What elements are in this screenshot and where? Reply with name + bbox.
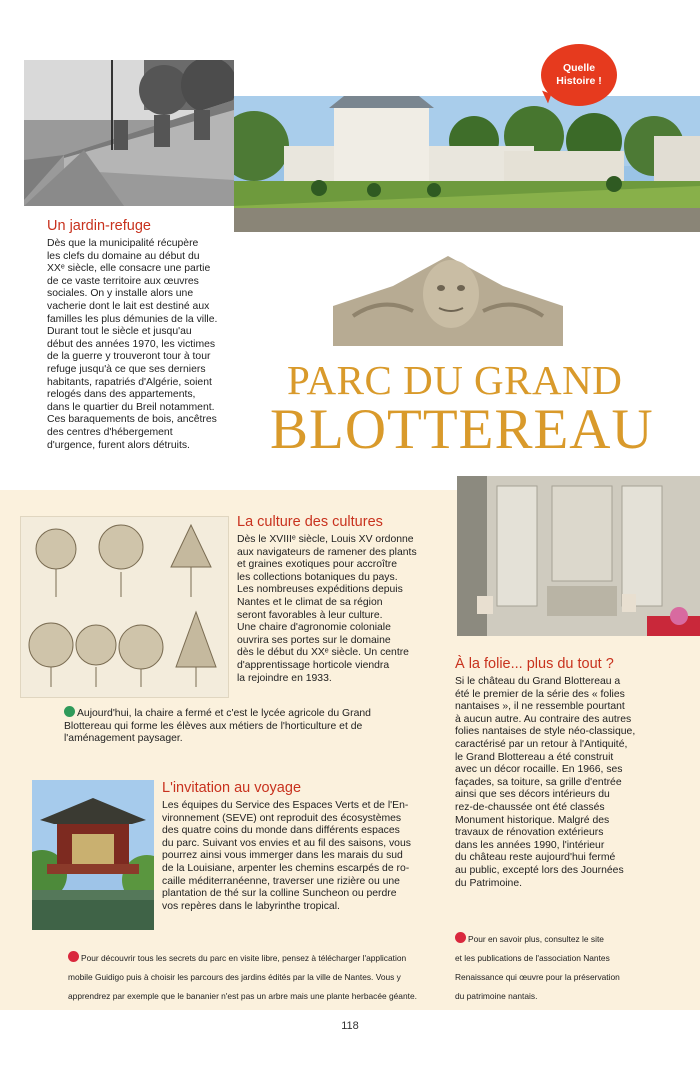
jardin-line: vacherie dont le lait est destiné aux [47, 300, 210, 312]
culture-line: Une chaire d'agronomie coloniale [237, 622, 391, 634]
quelle-histoire-badge [541, 44, 617, 106]
voyage-note [68, 943, 448, 1010]
voyage-line: de la Louisiane, arpenter les chemins escarpés de ro- [162, 862, 410, 874]
chateau-photo [234, 96, 700, 232]
jardin-line: habitants, rapatriés d'Algérie, soient [47, 376, 212, 388]
plus-circle-icon [64, 706, 75, 717]
folie-heading: À la folie... plus du tout ? [455, 656, 614, 672]
badge-line-1: Quelle [562, 62, 596, 74]
folie-line: nantaises », il ne ressemble pourtant [455, 701, 625, 713]
botanical-engraving [20, 516, 229, 698]
barracks-photo [24, 60, 234, 206]
folie-line: folies nantaises de style néo-classique, [455, 726, 636, 738]
folie-line: avec un décor rocaille. En 1966, ses [455, 764, 623, 776]
folie-line: du Patrimoine. [455, 877, 522, 889]
badge-line-2: Histoire ! [556, 75, 602, 87]
interior-photo [457, 476, 700, 636]
folie-line: le Grand Blottereau a été construit [455, 751, 614, 763]
culture-line: aux navigateurs de ramener des plants [237, 546, 417, 558]
folie-line: été le premier de la série des « folies [455, 688, 625, 700]
folie-line: du château reste aujourd'hui fermé [455, 852, 616, 864]
culture-line: Les nombreuses expéditions depuis [237, 584, 403, 596]
folie-line: travaux de rénovation extérieurs [455, 827, 604, 839]
culture-line: Dès le XVIIIᵉ siècle, Louis XV ordonne [237, 534, 414, 545]
page-number: 118 [341, 1020, 359, 1032]
voyage-line: Les équipes du Service des Espaces Verts et de l'En- [162, 800, 409, 811]
jardin-heading: Un jardin-refuge [47, 218, 151, 234]
jardin-line: Durant tout le siècle et jusqu'au [47, 326, 192, 338]
folie-note [455, 924, 695, 1010]
jardin-line: XXᵉ siècle, elle consacre une partie [47, 263, 211, 275]
culture-line: d'apprentissage horticole viendra [237, 659, 390, 671]
culture-line: et graines exotiques pour accroître [237, 559, 397, 571]
folie-note-line: Pour en savoir plus, consultez le site [468, 934, 604, 945]
jardin-line: les clefs du domaine au début du [47, 250, 200, 262]
culture-line: les collections botaniques du pays. [237, 571, 398, 583]
culture-note-line: l'aménagement paysager. [64, 733, 183, 745]
jardin-line: Dès que la municipalité récupère [47, 238, 199, 249]
culture-heading: La culture des cultures [237, 514, 383, 530]
jardin-line: de ce vaste territoire aux œuvres [47, 275, 199, 287]
jardin-line: début des années 1970, les victimes [47, 338, 216, 350]
folie-line: caractérisé par un retour à l'Antiquité, [455, 738, 628, 750]
folie-line: rez-de-chaussée ont été classés [455, 801, 605, 813]
voyage-heading: L'invitation au voyage [162, 780, 302, 796]
culture-line: ouvrira ses portes sur le domaine [237, 634, 391, 646]
jardin-line: refuge jusqu'à ce que ses derniers [47, 363, 206, 375]
play-circle-icon [455, 932, 466, 943]
voyage-line: vos repères dans le labyrinthe tropical. [162, 900, 340, 912]
voyage-line: plantation de thé sur la colline Suncheon ou perdre [162, 888, 397, 900]
folie-line: Monument historique. Malgré des [455, 814, 610, 826]
jardin-line: relogés dans des appartements, [47, 389, 196, 401]
voyage-line: des quatre coins du monde dans différents espaces [162, 825, 400, 837]
culture-line: dès le début du XXᵉ siècle. Un centre [237, 647, 409, 659]
folie-note-line: et les publications de l'association Nantes [455, 953, 610, 964]
voyage-note-line: mobile Guidigo puis à choisir les parcours des jardins édités par la ville de Nantes. Vous y [68, 972, 401, 983]
voyage-line: caille méditerranéenne, traverser une rizière ou une [162, 875, 400, 887]
voyage-note-line: apprendrez par exemple que le bananier n'est pas un arbre mais une plante herbacée géante. [68, 991, 417, 1002]
jardin-line: Ces baraquements de bois, ancêtres [47, 414, 217, 426]
jardin-line: dans le quartier du Breil notamment. [47, 401, 215, 413]
folie-text [455, 676, 695, 890]
folie-line: façades, sa toiture, sa grille d'entrée [455, 776, 622, 788]
voyage-text [162, 800, 447, 913]
culture-note [64, 706, 449, 746]
pagoda-photo [32, 780, 154, 930]
folie-line: ainsi que ses décors intérieurs du [455, 789, 610, 801]
culture-note-line: Blottereau qui forme les élèves aux métiers de l'horticulture et de [64, 720, 363, 732]
culture-note-line: Aujourd'hui, la chaire a fermé et c'est le lycée agricole du Grand [77, 708, 371, 719]
jardin-line: d'urgence, furent alors détruits. [47, 439, 190, 451]
voyage-line: pourrez ainsi vous immerger dans les marais du sud [162, 850, 403, 862]
voyage-line: vironnement (SEVE) ont reproduit des écosystèmes [162, 812, 402, 824]
page-title-line-1: PARC DU GRAND [287, 357, 623, 403]
folie-line: dans les années 1990, l'intérieur [455, 839, 605, 851]
culture-text [237, 534, 452, 685]
page-title-line-2: BLOTTEREAU [270, 398, 654, 461]
voyage-line: du parc. Suivant vos envies et au fil des saisons, vous [162, 837, 411, 849]
folie-line: au public, excepté lors des Journées [455, 864, 624, 876]
jardin-text [47, 238, 262, 452]
play-circle-icon [68, 951, 79, 962]
culture-line: la rejoindre en 1933. [237, 672, 332, 684]
jardin-line: sociales. On y installe alors une [47, 288, 194, 300]
folie-line: à aucun autre. Au contraire des autres [455, 713, 632, 725]
jardin-line: des centres d'hébergement [47, 426, 173, 438]
jardin-line: familles les plus démunies de la ville. [47, 313, 218, 325]
jardin-line: de la guerre y trouveront tour à tour [47, 351, 211, 363]
folie-note-line: Renaissance qui œuvre pour la préservation [455, 972, 620, 983]
culture-line: Nantes et le climat de sa région [237, 596, 383, 608]
folie-note-line: du patrimoine nantais. [455, 991, 538, 1002]
voyage-note-line: Pour découvrir tous les secrets du parc en visite libre, pensez à télécharger l'application [81, 953, 407, 964]
culture-line: seront favorables à leur culture. [237, 609, 383, 621]
folie-line: Si le château du Grand Blottereau a [455, 676, 621, 687]
mascaron-photo [333, 256, 563, 346]
